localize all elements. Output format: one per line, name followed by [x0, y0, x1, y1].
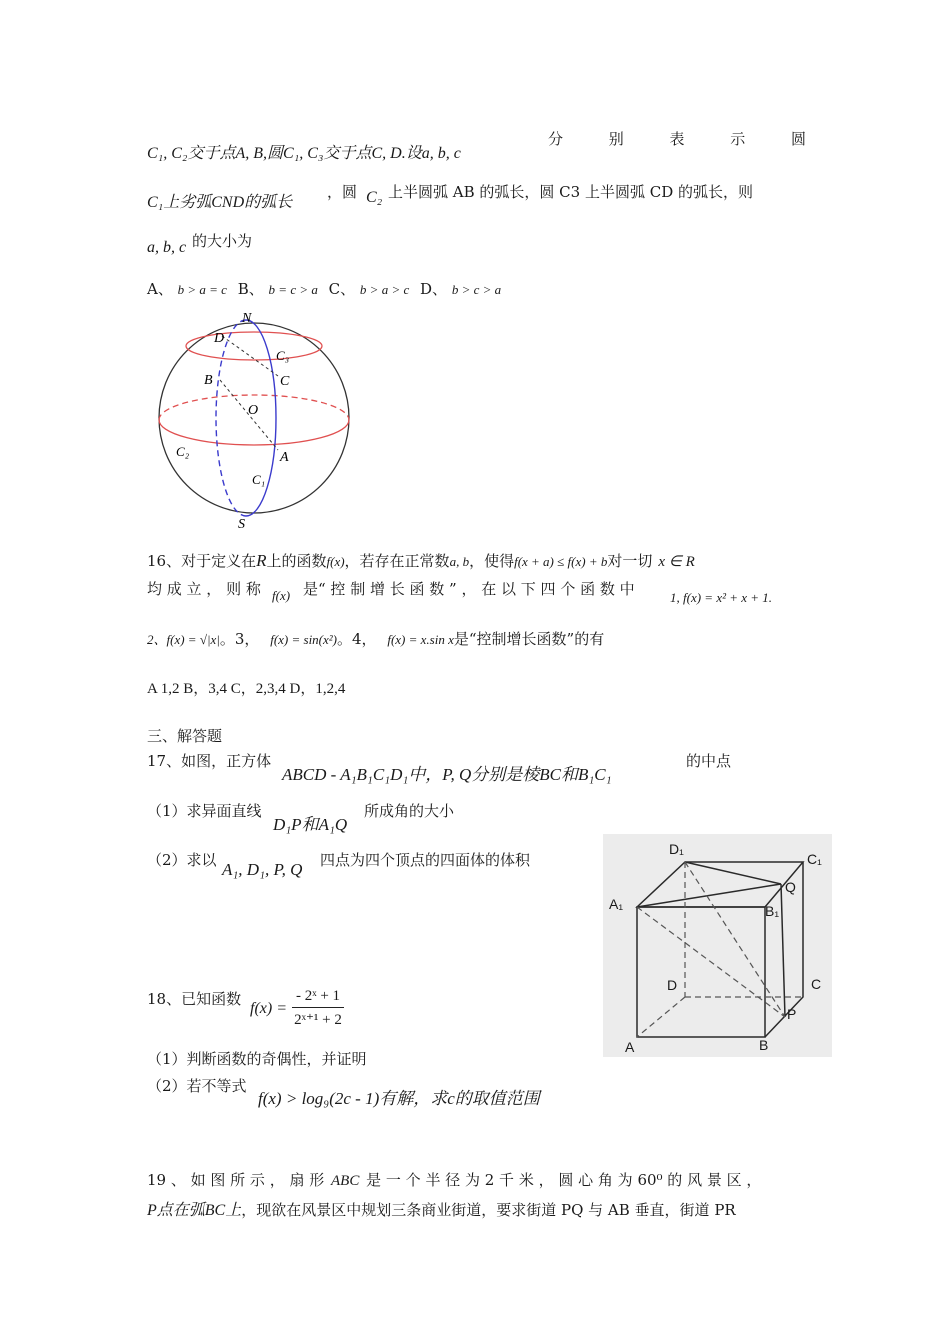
label-D: D — [667, 977, 678, 993]
q18-denominator: 2ˣ⁺¹ + 2 — [294, 1012, 342, 1028]
q15-spread-char: 圆 — [790, 130, 806, 148]
q15-line2-text2: 上半圆弧 AB 的弧长，圆 C3 上半圆弧 CD 的弧长，则 — [388, 183, 753, 201]
q16-text: 。4， — [337, 630, 377, 648]
q18-part1: （1）判断函数的奇偶性，并证明 — [147, 1050, 367, 1068]
label-N: N — [242, 311, 252, 326]
q17-line1-end: 的中点 — [686, 752, 732, 770]
q18-part2-label: （2）若不等式 — [147, 1077, 247, 1095]
label-B1: B₁ — [765, 903, 780, 919]
small-circle-front — [186, 346, 322, 360]
q15-spread-char: 分 — [548, 130, 564, 148]
q19-text: 是 一 个 半 径 为 2 千 米 ， 圆 心 角 为 60⁰ 的 风 景 区 ， — [366, 1171, 762, 1189]
q16-f2: 2、f(x) = √|x| — [147, 632, 220, 647]
label-C2: C₂ — [176, 444, 190, 459]
q19-text: 19 、 如 图 所 示 ， 扇 形 — [147, 1171, 325, 1189]
label-P: P — [787, 1006, 797, 1022]
label-C1: C₁ — [252, 472, 266, 487]
q18-fx: f(x) = — [250, 1000, 287, 1017]
q18-numerator: - 2ˣ + 1 — [292, 988, 344, 1008]
small-circle-back — [186, 332, 322, 346]
section-heading: 三、解答题 — [147, 727, 223, 745]
q17-part2-label: （2）求以 — [147, 851, 217, 869]
q17-part1-label: （1）求异面直线 — [147, 802, 262, 820]
label-D1: D₁ — [669, 841, 684, 857]
q18-part2-math: f(x) > log₉(2c - 1)有解，求c的取值范围 — [258, 1089, 540, 1108]
q16-f4: f(x) = x.sin x — [387, 632, 454, 647]
q15-options — [147, 278, 501, 299]
q15-line2-text1: ，圆 — [327, 183, 358, 201]
q15-line2-c2: C₂ — [366, 189, 383, 206]
q16-text: ，若存在正常数 — [344, 552, 450, 570]
q16-text: 上的函数 — [266, 552, 327, 570]
label-C: C — [811, 976, 822, 992]
q16-options: A 1,2 B，3,4 C，2,3,4 D，1,2,4 — [147, 681, 346, 697]
label-A: A — [625, 1039, 635, 1055]
q15-spread-char: 示 — [730, 130, 746, 148]
q16-line3 — [147, 628, 604, 649]
q15-option-c-label: C、 — [328, 280, 356, 298]
label-C1: C₁ — [807, 851, 822, 867]
cube-figure — [603, 834, 832, 1057]
meridian-back — [216, 320, 246, 516]
q16-text: 是“控制增长函数”的有 — [453, 630, 605, 648]
q16-text: ，使得 — [469, 552, 515, 570]
q17-line1-label: 17、如图，正方体 — [147, 752, 272, 770]
q15-option-b-label: B、 — [237, 280, 264, 298]
q19-text: ，现欲在风景区中规划三条商业街道，要求街道 PQ 与 AB 垂直，街道 PR — [241, 1201, 736, 1219]
q16-R: R — [256, 551, 267, 570]
q16-line2-text: 是“ 控 制 增 长 函 数 ” ， 在 以 下 四 个 函 数 中 — [303, 580, 635, 598]
q15-option-a-label: A、 — [147, 280, 173, 298]
q15-option-d: b > c > a — [451, 282, 502, 297]
q19-p-on-arc: P点在弧BC上 — [147, 1202, 242, 1219]
q19-abc: ABC — [331, 1173, 360, 1189]
label-B: B — [204, 373, 213, 388]
label-Q: Q — [785, 879, 796, 895]
q16-fx: f(x) — [326, 554, 345, 569]
q16-text: 16、对于定义在 — [147, 552, 257, 570]
q17-part2-math: A₁, D₁, P, Q — [222, 860, 303, 879]
q16-f3: f(x) = sin(x²) — [270, 632, 338, 647]
q15-line3-text: 的大小为 — [192, 232, 253, 250]
label-B: B — [759, 1037, 769, 1053]
q15-line3-math: a, b, c — [147, 239, 187, 256]
sphere-figure — [150, 308, 360, 533]
q16-f1: 1, f(x) = x² + x + 1. — [670, 590, 773, 605]
label-C3: C₃ — [276, 348, 290, 363]
q15-spread-char: 表 — [669, 130, 685, 148]
label-D: D — [214, 331, 225, 346]
q18-fraction — [292, 988, 344, 1029]
q15-line2-math: C₁上劣弧CND的弧长 — [147, 194, 293, 211]
q15-option-c: b > a > c — [359, 282, 410, 297]
label-S: S — [238, 517, 245, 532]
q19-line1 — [147, 1169, 807, 1190]
q16-x-in-R: x ∈ R — [658, 554, 695, 570]
q16-text: 对一切 — [607, 552, 653, 570]
q17-part1-end: 所成角的大小 — [364, 802, 455, 820]
label-C: C — [280, 374, 290, 389]
label-A: A — [280, 450, 289, 465]
equator-front — [159, 420, 349, 445]
q16-line1 — [147, 550, 695, 571]
q18-line1: 18、已知函数 — [147, 990, 242, 1008]
q15-option-a: b > a = c — [177, 282, 227, 297]
q17-part2-end: 四点为四个顶点的四面体的体积 — [320, 851, 531, 869]
q16-text: 。3， — [219, 630, 260, 648]
q15-spread-char: 别 — [608, 130, 624, 148]
q17-line1-math: ABCD - A₁B₁C₁D₁中，P, Q分别是棱BC和B₁C₁ — [282, 765, 612, 784]
q16-line2-fx: f(x) — [272, 588, 291, 603]
q17-part1-math: D₁P和A₁Q — [273, 815, 348, 834]
label-O: O — [248, 403, 259, 418]
q16-inequality: f(x + a) ≤ f(x) + b — [514, 554, 608, 569]
q15-option-d-label: D、 — [420, 280, 448, 298]
label-A1: A₁ — [609, 896, 624, 912]
q15-line1-math: C₁, C₂交于点A, B,圆C₁, C₃交于点C, D.设a, b, c — [147, 145, 461, 162]
q16-line2-start: 均 成 立 ， 则 称 — [147, 580, 261, 598]
q15-option-b: b = c > a — [268, 282, 318, 297]
q15-line1-spread — [548, 128, 806, 149]
q16-ab: a, b — [449, 554, 470, 569]
q19-line2 — [147, 1197, 736, 1220]
